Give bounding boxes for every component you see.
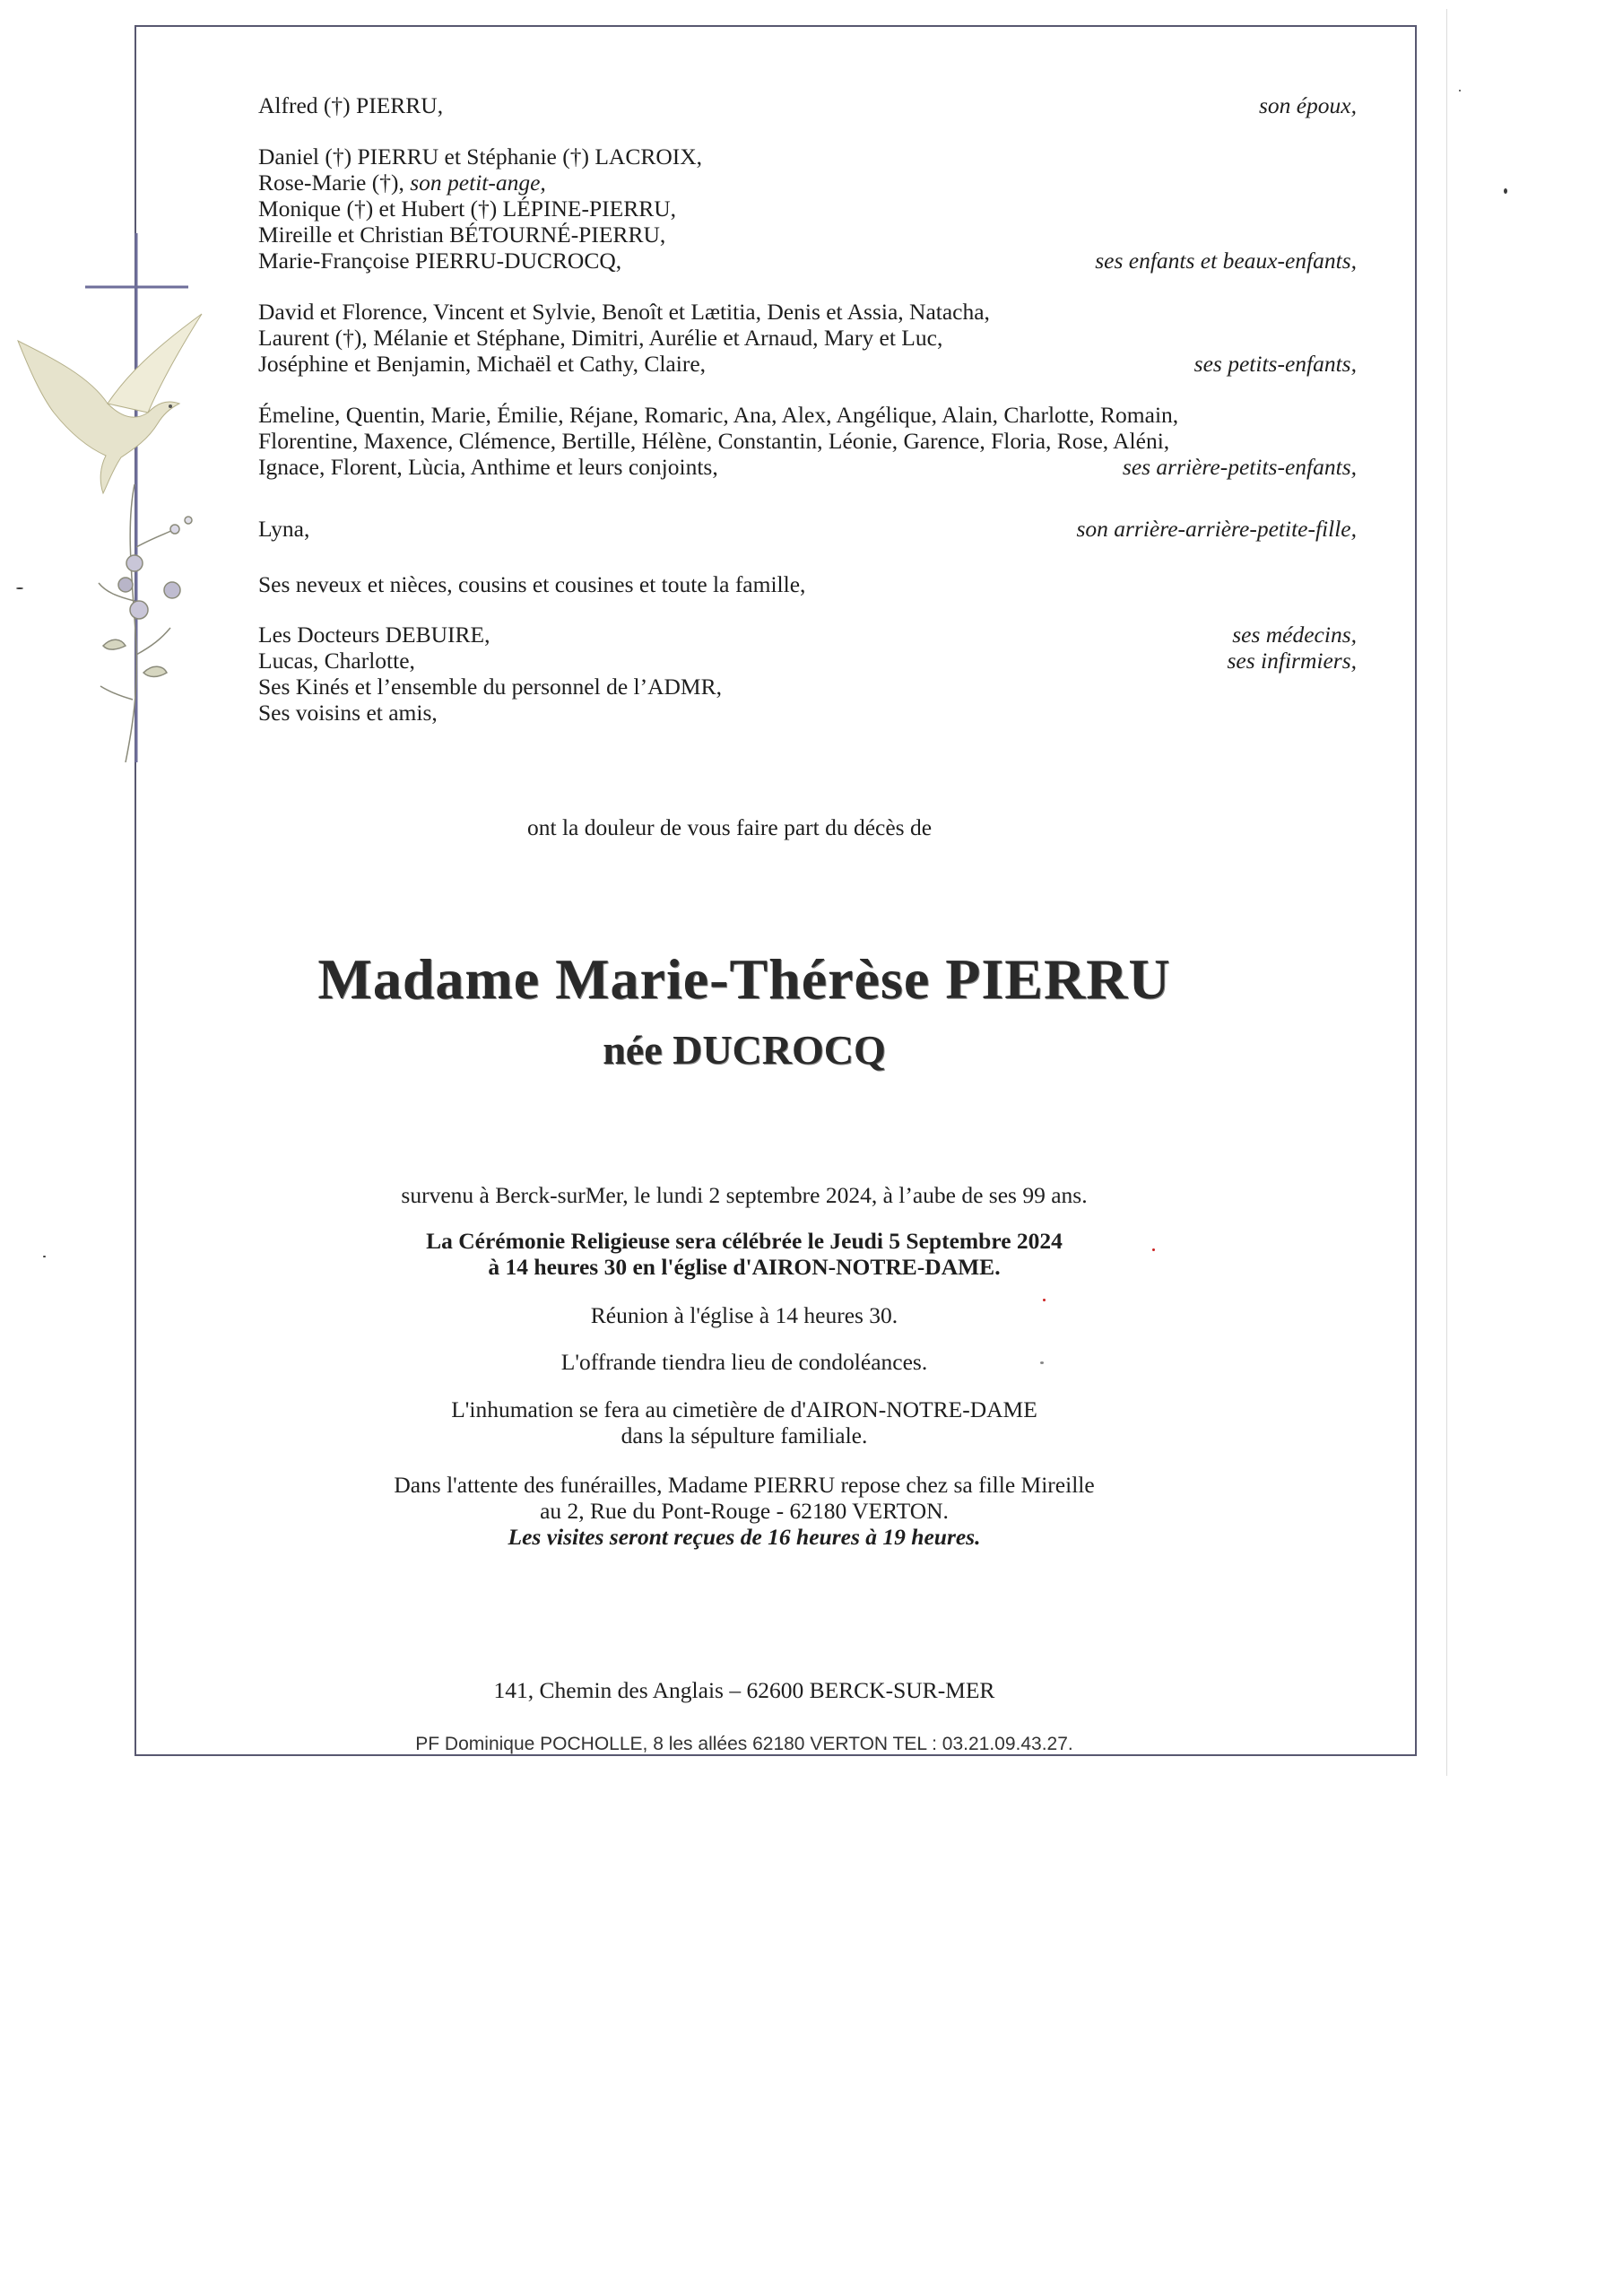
child-line-rose: Rose-Marie (†), son petit-ange, xyxy=(258,170,546,196)
lyna-line: Lyna, xyxy=(258,516,310,542)
great-grandchild-line-3: Ignace, Florent, Lùcia, Anthime et leurs conjoints, xyxy=(258,454,718,480)
ceremony-line-1: La Cérémonie Religieuse sera célébrée le Jeudi 5 Septembre 2024 xyxy=(426,1228,1063,1254)
burial-line-2: dans la sépulture familiale. xyxy=(621,1422,868,1448)
doctors-role: ses médecins, xyxy=(1232,622,1357,648)
medical-line-1: Les Docteurs DEBUIRE, xyxy=(258,622,490,648)
child-line-2: Monique (†) et Hubert (†) LÉPINE-PIERRU, xyxy=(258,196,676,222)
meeting-line: Réunion à l'église à 14 heures 30. xyxy=(590,1302,898,1328)
burial-line-1: L'inhumation se fera au cimetière de d'AIRON-NOTRE-DAME xyxy=(451,1396,1037,1422)
death-line: survenu à Berck-surMer, le lundi 2 septembre 2024, à l’aube de ses 99 ans. xyxy=(401,1182,1088,1208)
scan-speck xyxy=(1459,90,1461,91)
rest-line-1: Dans l'attente des funérailles, Madame PIERRU repose chez sa fille Mireille xyxy=(394,1472,1095,1498)
offering-line: L'offrande tiendra lieu de condoléances. xyxy=(560,1349,928,1375)
grandchild-line-1: David et Florence, Vincent et Sylvie, Benoît et Lætitia, Denis et Assia, Natacha, xyxy=(258,299,990,325)
great-grandchildren-role: ses arrière-petits-enfants, xyxy=(1122,454,1357,480)
lyna-role: son arrière-arrière-petite-fille, xyxy=(1076,516,1357,542)
child-line-1: Daniel (†) PIERRU et Stéphanie (†) LACROIX, xyxy=(258,144,703,170)
scan-speck xyxy=(1504,188,1507,194)
spouse-line: Alfred (†) PIERRU, xyxy=(258,92,444,118)
announcement: ont la douleur de vous faire part du décès de xyxy=(527,814,933,840)
medical-line-2: Lucas, Charlotte, xyxy=(258,648,415,674)
scan-edge xyxy=(1446,9,1447,1776)
rest-line-2: au 2, Rue du Pont-Rouge - 62180 VERTON. xyxy=(540,1498,949,1524)
medical-line-3: Ses Kinés et l’ensemble du personnel de l’ADMR, xyxy=(258,674,722,700)
relatives-line: Ses neveux et nièces, cousins et cousines et toute la famille, xyxy=(258,571,806,597)
medical-line-4: Ses voisins et amis, xyxy=(258,700,438,726)
grandchild-line-2: Laurent (†), Mélanie et Stéphane, Dimitri, Aurélie et Arnaud, Mary et Luc, xyxy=(258,325,943,351)
address-line: 141, Chemin des Anglais – 62600 BERCK-SUR-MER xyxy=(493,1677,995,1703)
flower-icon xyxy=(99,484,192,762)
great-grandchild-line-1: Émeline, Quentin, Marie, Émilie, Réjane, Romaric, Ana, Alex, Angélique, Alain, Charlotte, Romain, xyxy=(258,402,1179,428)
dove-icon xyxy=(18,314,202,493)
visits-line: Les visites seront reçues de 16 heures à 19 heures. xyxy=(508,1524,981,1550)
scan-speck xyxy=(1043,1299,1046,1301)
funeral-home-line: PF Dominique POCHOLLE, 8 les allées 62180 VERTON TEL : 03.21.09.43.27. xyxy=(415,1734,1073,1754)
deceased-maiden-name: née DUCROCQ xyxy=(603,1027,886,1073)
great-grandchild-line-2: Florentine, Maxence, Clémence, Bertille, Hélène, Constantin, Léonie, Garence, Floria, Rose, Aléni, xyxy=(258,428,1170,454)
scan-speck xyxy=(16,587,23,589)
cross-dove-illustration xyxy=(0,224,215,762)
grandchild-line-3: Joséphine et Benjamin, Michaël et Cathy, Claire, xyxy=(258,351,707,377)
child-line-3: Mireille et Christian BÉTOURNÉ-PIERRU, xyxy=(258,222,666,248)
grandchildren-role: ses petits-enfants, xyxy=(1193,351,1357,377)
scan-speck xyxy=(43,1256,46,1257)
spouse-role: son époux, xyxy=(1258,92,1357,118)
ceremony-line-2: à 14 heures 30 en l'église d'AIRON-NOTRE-DAME. xyxy=(488,1254,1001,1280)
child-line-4: Marie-Françoise PIERRU-DUCROCQ, xyxy=(258,248,622,274)
children-role: ses enfants et beaux-enfants, xyxy=(1095,248,1357,274)
nurses-role: ses infirmiers, xyxy=(1227,648,1357,674)
deceased-name: Madame Marie-Thérèse PIERRU xyxy=(317,947,1171,1011)
